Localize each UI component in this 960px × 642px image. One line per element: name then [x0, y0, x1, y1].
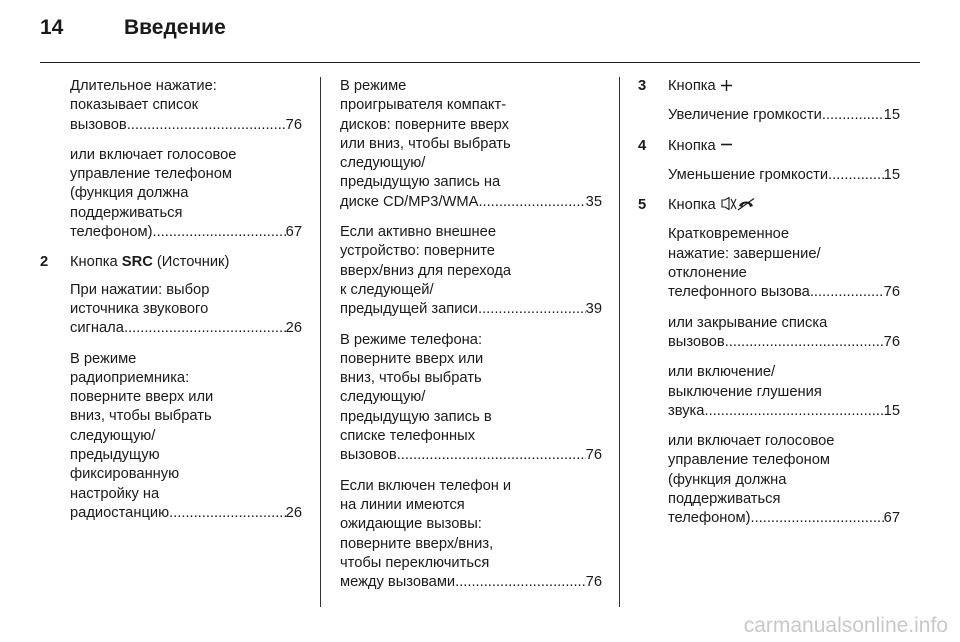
text-line: или закрывание списка	[668, 314, 828, 331]
text-line: Если включен телефон и	[340, 477, 512, 494]
text-line: фиксированную	[70, 466, 180, 483]
heading-prefix: Кнопка	[70, 254, 122, 271]
text-line: списке телефонных	[340, 428, 476, 445]
text-line: выключение глушения	[668, 383, 822, 400]
leader-text: вызовов	[70, 116, 127, 133]
text-line: следующую/	[340, 155, 426, 172]
leader-text: телефонного вызова	[668, 284, 810, 301]
text-line: (функция должна	[70, 185, 189, 202]
mute-hangup-icon	[720, 197, 756, 217]
entry-heading	[70, 253, 302, 272]
leader-text: диске CD/MP3/WMA	[340, 193, 479, 210]
text-line: При нажатии: выбор	[70, 281, 210, 298]
plus-icon	[720, 79, 733, 98]
leader-text: сигнала	[70, 320, 124, 337]
leader-text: вызовов	[668, 333, 725, 350]
column-3	[638, 77, 900, 540]
toc-leader-line	[70, 223, 302, 242]
paragraph	[668, 166, 900, 185]
entry-number: 5	[638, 197, 647, 214]
dot-leader	[725, 333, 884, 352]
heading-label: Кнопка	[668, 78, 716, 94]
continued-entry	[40, 77, 302, 242]
toc-leader-line	[340, 446, 602, 465]
page-ref: 76	[585, 447, 602, 464]
leader-text: телефоном)	[668, 510, 751, 527]
text-line: устройство: поверните	[340, 243, 495, 260]
dot-leader	[810, 283, 884, 302]
page-ref: 76	[585, 574, 602, 591]
minus-icon	[720, 139, 733, 158]
toc-leader-line	[668, 283, 900, 302]
text-line: ожидающие вызовы:	[340, 516, 482, 533]
entry-5	[638, 196, 900, 528]
text-line: вверх/вниз для перехода	[340, 262, 512, 279]
toc-leader-line	[340, 573, 602, 592]
entry-heading	[668, 77, 900, 98]
text-line: В режиме	[340, 78, 407, 94]
dot-leader	[455, 573, 586, 592]
text-line: отклонение	[668, 265, 747, 282]
text-line: источника звукового	[70, 300, 209, 317]
text-line: предыдущую	[70, 447, 160, 464]
entry-4	[638, 137, 900, 186]
page-number: 14	[40, 16, 64, 39]
text-line: вниз, чтобы выбрать	[70, 408, 212, 425]
leader-text: между вызовами	[340, 574, 456, 591]
text-line: или включает голосовое	[70, 146, 237, 163]
page-ref: 67	[285, 224, 302, 241]
leader-text: телефоном)	[70, 224, 153, 241]
text-line: следующую/	[70, 427, 156, 444]
toc-leader-line	[70, 116, 302, 135]
paragraph	[668, 363, 900, 421]
text-line: В режиме телефона:	[340, 331, 483, 348]
src-key-label: SRC	[121, 254, 153, 271]
page-ref: 35	[585, 193, 602, 210]
page-ref: 39	[585, 301, 602, 318]
leader-text: Уменьшение громкости	[668, 166, 829, 183]
text-line: поверните вверх или	[340, 350, 484, 367]
leader-text: радиостанцию	[70, 504, 170, 521]
entry-2	[40, 253, 302, 523]
toc-leader-line	[340, 300, 602, 319]
dot-leader	[169, 504, 286, 523]
paragraph	[70, 281, 302, 339]
paragraph	[70, 77, 302, 135]
text-line: чтобы переключиться	[340, 554, 490, 571]
text-line: поддерживаться	[668, 491, 781, 508]
section-title: Введение	[124, 16, 226, 39]
watermark: carmanualsonline.info	[743, 614, 948, 637]
text-line: поверните вверх/вниз,	[340, 535, 494, 552]
toc-leader-line	[70, 319, 302, 338]
page-ref: 15	[883, 166, 900, 183]
header-rule	[40, 62, 920, 63]
leader-text: вызовов	[340, 447, 397, 464]
toc-leader-line	[668, 106, 900, 125]
leader-text: предыдущей записи	[340, 301, 478, 318]
column-divider	[320, 77, 321, 607]
text-line: или включение/	[668, 364, 776, 381]
dot-leader	[478, 300, 586, 319]
text-line: Длительное нажатие:	[70, 78, 217, 94]
text-line: поддерживаться	[70, 204, 183, 221]
text-line: управление телефоном	[668, 452, 831, 469]
text-line: проигрывателя компакт-	[340, 97, 507, 114]
dot-leader	[124, 319, 286, 338]
column-divider	[619, 77, 620, 607]
entry-heading	[668, 137, 900, 158]
text-line: Кратковременное	[668, 226, 790, 243]
text-line: или включает голосовое	[668, 433, 835, 450]
dot-leader	[478, 193, 585, 212]
text-line: или вниз, чтобы выбрать	[340, 135, 511, 152]
toc-leader-line	[668, 509, 900, 528]
continued-entry	[340, 77, 602, 592]
paragraph	[340, 223, 602, 319]
paragraph	[340, 77, 602, 212]
column-2	[340, 77, 602, 603]
dot-leader	[751, 509, 884, 528]
paragraph	[340, 477, 602, 593]
dot-leader	[127, 116, 286, 135]
dot-leader	[704, 402, 883, 421]
text-line: нажатие: завершение/	[668, 245, 821, 262]
column-1	[40, 77, 302, 534]
page-ref: 67	[883, 510, 900, 527]
toc-leader-line	[668, 166, 900, 185]
paragraph	[70, 146, 302, 242]
text-line: В режиме	[70, 350, 137, 367]
text-line: управление телефоном	[70, 166, 233, 183]
dot-leader	[828, 166, 884, 185]
heading-suffix: (Источник)	[152, 254, 230, 271]
text-line: вниз, чтобы выбрать	[340, 370, 482, 387]
paragraph	[668, 106, 900, 125]
text-line: к следующей/	[340, 281, 434, 298]
paragraph	[668, 432, 900, 528]
text-line: предыдущую запись на	[340, 174, 501, 191]
entry-heading	[668, 196, 900, 217]
text-line: дисков: поверните вверх	[340, 116, 510, 133]
text-line: показывает список	[70, 97, 199, 114]
paragraph	[668, 314, 900, 353]
dot-leader	[397, 446, 586, 465]
text-line: поверните вверх или	[70, 389, 214, 406]
toc-leader-line	[340, 193, 602, 212]
text-line: (функция должна	[668, 471, 787, 488]
entry-number: 4	[638, 137, 647, 154]
text-line: Если активно внешнее	[340, 224, 496, 241]
text-line: предыдущую запись в	[340, 408, 492, 425]
text-line: радиоприемника:	[70, 369, 190, 386]
paragraph	[70, 350, 302, 524]
text-line: на линии имеются	[340, 496, 465, 513]
page-ref: 76	[883, 284, 900, 301]
heading-label: Кнопка	[668, 137, 716, 154]
entry-3	[638, 77, 900, 126]
toc-leader-line	[668, 402, 900, 421]
paragraph	[340, 331, 602, 466]
page-ref: 76	[285, 116, 302, 133]
dot-leader	[822, 106, 884, 125]
page-ref: 76	[883, 333, 900, 350]
entry-number: 2	[40, 254, 49, 271]
page-ref: 15	[883, 402, 900, 419]
leader-text: звука	[668, 402, 705, 419]
text-line: следующую/	[340, 389, 426, 406]
dot-leader	[153, 223, 286, 242]
heading-label: Кнопка	[668, 197, 716, 214]
leader-text: Увеличение громкости	[668, 107, 822, 124]
toc-leader-line	[668, 333, 900, 352]
text-line: настройку на	[70, 485, 160, 502]
page-ref: 26	[285, 504, 302, 521]
page-ref: 26	[285, 320, 302, 337]
toc-leader-line	[70, 504, 302, 523]
entry-number: 3	[638, 78, 647, 94]
paragraph	[668, 225, 900, 302]
page-ref: 15	[883, 107, 900, 124]
